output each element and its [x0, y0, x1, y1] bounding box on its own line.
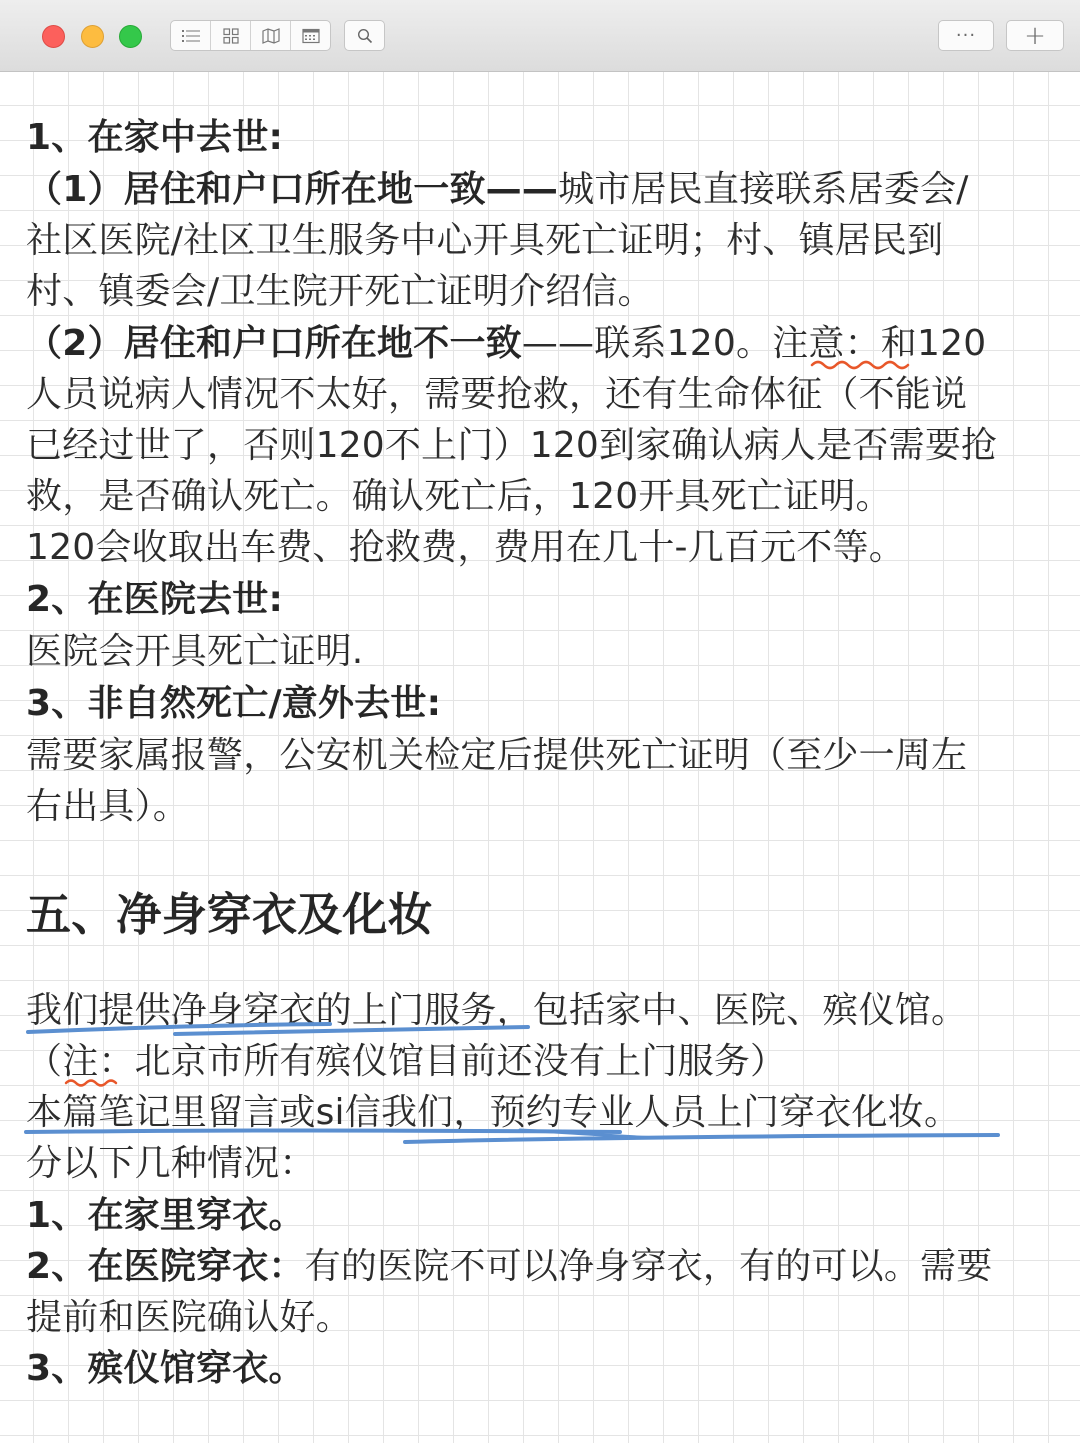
paragraph-line: （注：北京市所有殡仪馆目前还没有上门服务）	[26, 1041, 787, 1082]
subheading: （1）居住和户口所在地一致——	[26, 169, 559, 210]
paragraph-line: 需要家属报警，公安机关检定后提供死亡证明（至少一周左	[26, 735, 968, 776]
list-icon[interactable]	[171, 21, 211, 50]
search-icon	[357, 28, 373, 44]
section-title-unnatural: 3、非自然死亡/意外去世:	[26, 683, 442, 724]
paragraph-line: 社区医院/社区卫生服务中心开具死亡证明；村、镇居民到	[26, 220, 944, 261]
paragraph-line	[26, 318, 986, 369]
paragraph-line: 我们提供净身穿衣的上门服务，包括家中、医院、殡仪馆。	[26, 990, 968, 1031]
paragraph-line: 右出具）。	[26, 786, 190, 827]
minimize-button[interactable]	[81, 25, 104, 48]
search-button[interactable]	[344, 20, 385, 51]
title-bar	[0, 0, 1080, 72]
paragraph-line: 人员说病人情况不太好，需要抢救，还有生命体征（不能说	[26, 374, 968, 415]
text-span: 城市居民直接联系居委会/	[558, 169, 969, 210]
more-button[interactable]: ···	[938, 20, 994, 51]
text-span: 有的医院不可以净身穿衣，有的可以。需要	[304, 1246, 993, 1287]
paragraph-line: 本篇笔记里留言或si信我们，预约专业人员上门穿衣化妆。	[26, 1092, 961, 1133]
case-item: 3、殡仪馆穿衣。	[26, 1348, 305, 1389]
add-note-button[interactable]: +	[1006, 20, 1064, 51]
paragraph-line: 已经过世了，否则120不上门）120到家确认病人是否需要抢	[26, 425, 998, 466]
close-button[interactable]	[42, 25, 65, 48]
map-icon[interactable]	[251, 21, 291, 50]
zoom-button[interactable]	[119, 25, 142, 48]
grid-icon[interactable]	[211, 21, 251, 50]
case-label: 2、在医院穿衣：	[26, 1246, 305, 1287]
subheading: （2）居住和户口所在地不一致	[26, 323, 522, 364]
paragraph-line	[26, 164, 969, 215]
note-content[interactable]	[0, 72, 1080, 1443]
heading-section-five: 五、净身穿衣及化妆	[26, 888, 433, 941]
case-item	[26, 1241, 992, 1292]
note-label: 注意：	[772, 323, 881, 364]
case-item: 1、在家里穿衣。	[26, 1195, 305, 1236]
paragraph-line: 医院会开具死亡证明.	[26, 631, 364, 672]
section-title-home: 1、在家中去世:	[26, 117, 284, 158]
paragraph-line: 救，是否确认死亡。确认死亡后，120开具死亡证明。	[26, 476, 892, 517]
text-span: ——联系120。	[521, 323, 773, 364]
paragraph-line: 120会收取出车费、抢救费，费用在几十-几百元不等。	[26, 527, 905, 568]
view-segmented-control	[170, 20, 331, 51]
section-title-hospital: 2、在医院去世:	[26, 579, 284, 620]
calendar-icon[interactable]	[291, 21, 330, 50]
text-span: 和120	[880, 323, 987, 364]
paragraph-line: 分以下几种情况：	[26, 1143, 316, 1184]
paragraph-line: 村、镇委会/卫生院开死亡证明介绍信。	[26, 271, 654, 312]
paragraph-line: 提前和医院确认好。	[26, 1297, 352, 1338]
